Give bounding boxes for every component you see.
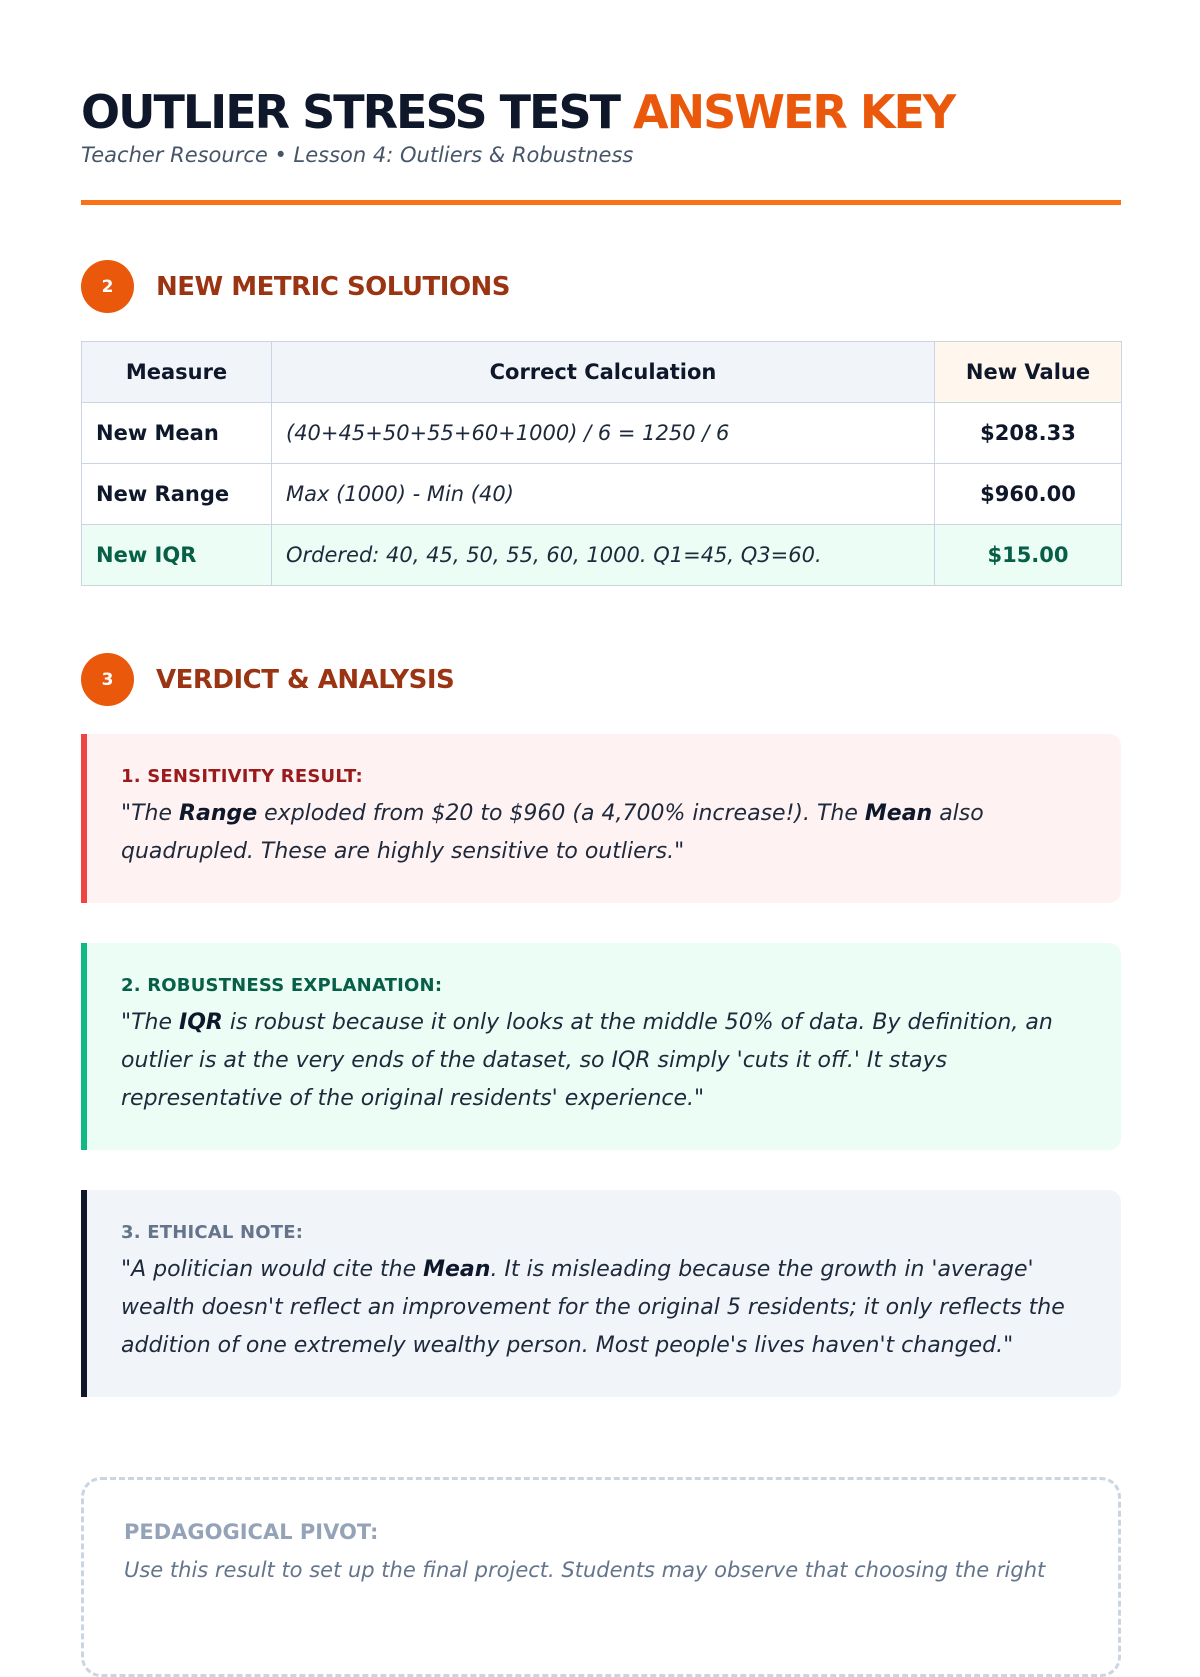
emphasis-mean: Mean xyxy=(864,801,933,826)
callout-text xyxy=(121,795,1083,871)
header-calculation: Correct Calculation xyxy=(272,342,935,403)
row-value: $208.33 xyxy=(935,403,1122,464)
text-part: "The xyxy=(121,1010,180,1035)
table-row xyxy=(82,403,1122,464)
title-accent: ANSWER KEY xyxy=(633,85,955,139)
table-row xyxy=(82,464,1122,525)
callout-label: 2. ROBUSTNESS EXPLANATION: xyxy=(121,975,443,996)
answer-key-page xyxy=(81,84,1121,1677)
row-calculation: (40+45+50+55+60+1000) / 6 = 1250 / 6 xyxy=(272,403,935,464)
text-part: is robust because it only looks at the middle 50% of data. By definition, an outlier is at the very ends of the dataset, so IQR simply 'cuts it off.' It stays representative of the original residents' experience." xyxy=(121,1010,1053,1111)
emphasis-mean: Mean xyxy=(423,1257,491,1282)
section-3-number-badge: 3 xyxy=(81,653,134,706)
text-part: "A politician would cite the xyxy=(121,1257,424,1282)
table-row-highlighted xyxy=(82,525,1122,586)
sensitivity-result-callout xyxy=(81,734,1121,903)
row-calculation: Max (1000) - Min (40) xyxy=(272,464,935,525)
emphasis-range: Range xyxy=(179,801,258,826)
section-3-title: VERDICT & ANALYSIS xyxy=(156,664,455,695)
row-measure: New Mean xyxy=(82,403,272,464)
header-new-value: New Value xyxy=(935,342,1122,403)
table-header-row xyxy=(82,342,1122,403)
title-main: OUTLIER STRESS TEST xyxy=(81,85,619,139)
row-measure: New IQR xyxy=(82,525,272,586)
section-3-header xyxy=(81,653,1121,706)
text-part: "The xyxy=(121,801,180,826)
emphasis-iqr: IQR xyxy=(179,1010,223,1035)
section-2-header xyxy=(81,260,1121,313)
callout-text xyxy=(121,1251,1083,1365)
section-2-number-badge: 2 xyxy=(81,260,134,313)
row-value: $960.00 xyxy=(935,464,1122,525)
row-value: $15.00 xyxy=(935,525,1122,586)
header-divider xyxy=(81,200,1121,205)
page-subtitle: Teacher Resource • Lesson 4: Outliers & Robustness xyxy=(81,143,634,167)
header-measure: Measure xyxy=(82,342,272,403)
callout-label: 3. ETHICAL NOTE: xyxy=(121,1222,304,1243)
text-part: exploded from $20 to $960 (a 4,700% increase!). The xyxy=(257,801,865,826)
pivot-label: PEDAGOGICAL PIVOT: xyxy=(124,1520,379,1544)
metric-solutions-table xyxy=(81,341,1122,586)
pedagogical-pivot-box xyxy=(81,1477,1121,1677)
row-measure: New Range xyxy=(82,464,272,525)
page-title xyxy=(81,84,1121,140)
row-calculation: Ordered: 40, 45, 50, 55, 60, 1000. Q1=45, Q3=60. xyxy=(272,525,935,586)
ethical-note-callout xyxy=(81,1190,1121,1397)
callout-label: 1. SENSITIVITY RESULT: xyxy=(121,766,363,787)
robustness-explanation-callout xyxy=(81,943,1121,1150)
section-2-title: NEW METRIC SOLUTIONS xyxy=(156,271,511,302)
text-part: . It is misleading because the growth in 'average' wealth doesn't reflect an improvement for the original 5 residents; it only reflects the addition of one extremely wealthy person. Most people's lives haven't changed." xyxy=(121,1257,1065,1358)
text-part: also quadrupled. These are highly sensitive to outliers." xyxy=(121,801,984,864)
callout-text xyxy=(121,1004,1083,1118)
pivot-text: Use this result to set up the final project. Students may observe that choosing the right xyxy=(124,1558,1046,1582)
